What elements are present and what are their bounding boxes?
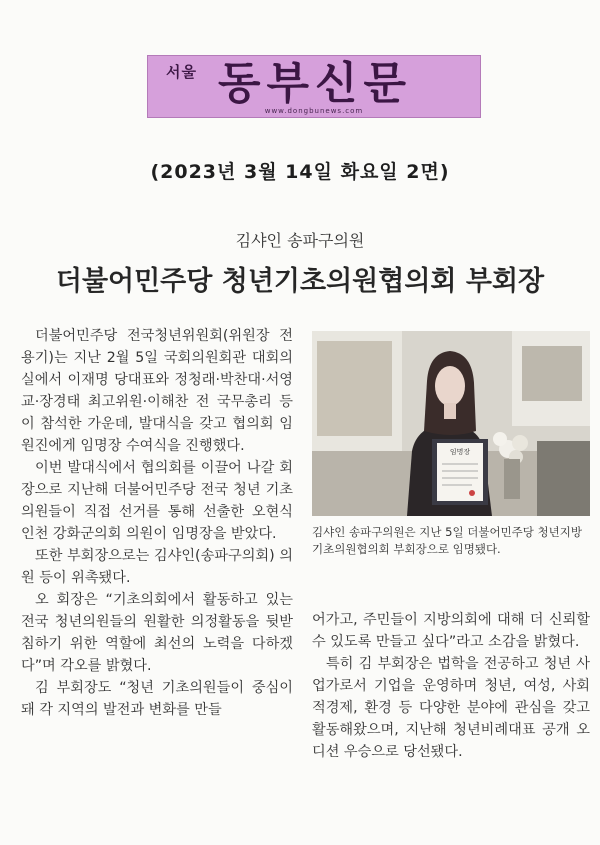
masthead-url: www.dongbunews.com (264, 107, 364, 115)
article-column-left (21, 325, 293, 835)
photo-caption: 김샤인 송파구의원은 지난 5일 더불어민주당 청년지방기초의원협의회 부회장으로 임명됐다. (312, 525, 582, 556)
newspaper-masthead (147, 55, 481, 118)
article-subhead: 김샤인 송파구의원 (235, 231, 365, 250)
certificate-title: 임명장 (449, 448, 471, 456)
article-paragraph: 이번 발대식에서 협의회를 이끌어 나갈 회장으로 지난해 더불어민주당 전국 청년 기초의원들이 직접 선거를 통해 선출한 오현식 인천 강화군의회 의원이 임명장을 받았다. (21, 460, 293, 542)
masthead-region: 서울 (166, 63, 197, 81)
article-paragraph: 어가고, 주민들이 지방의회에 대해 더 신뢰할 수 있도록 만들고 싶다”라고 소감을 밝혔다. (312, 612, 590, 650)
article-photo (312, 331, 590, 516)
article-paragraph: 더불어민주당 전국청년위원회(위원장 전용기)는 지난 2월 5일 국회의원회관 대회의실에서 이재명 당대표와 정청래·박찬대·서영교·장경태 최고위원·이해찬 전 국무총리 등이 참석한 가운데, 발대식을 갖고 협의회 임원진에게 임명장 수여식을 진행했다. (21, 328, 293, 454)
photo-illustration (312, 331, 590, 516)
masthead-title: 동부신문 (218, 58, 413, 109)
article-paragraph: 또한 부회장으로는 김샤인(송파구의회) 의원 등이 위촉됐다. (21, 548, 293, 586)
article-column-right (312, 609, 590, 835)
article-paragraph: 오 회장은 “기초의회에서 활동하고 있는 전국 청년의원들의 원활한 의정활동을 뒷받침하기 위한 역할에 최선의 노력을 다하겠다”며 각오를 밝혔다. (21, 592, 293, 674)
article-paragraph: 특히 김 부회장은 법학을 전공하고 청년 사업가로서 기업을 운영하며 청년, 여성, 사회적경제, 환경 등 다양한 분야에 관심을 갖고 활동해왔으며, 지난해 청년비례대표 공개 오디션 우승으로 당선됐다. (312, 656, 590, 760)
publication-dateline: (2023년 3월 14일 화요일 2면) (150, 161, 450, 183)
article-paragraph: 김 부회장도 “청년 기초의원들이 중심이 돼 각 지역의 발전과 변화를 만들 (21, 680, 293, 718)
article-headline: 더불어민주당 청년기초의원협의회 부회장 (55, 266, 545, 297)
